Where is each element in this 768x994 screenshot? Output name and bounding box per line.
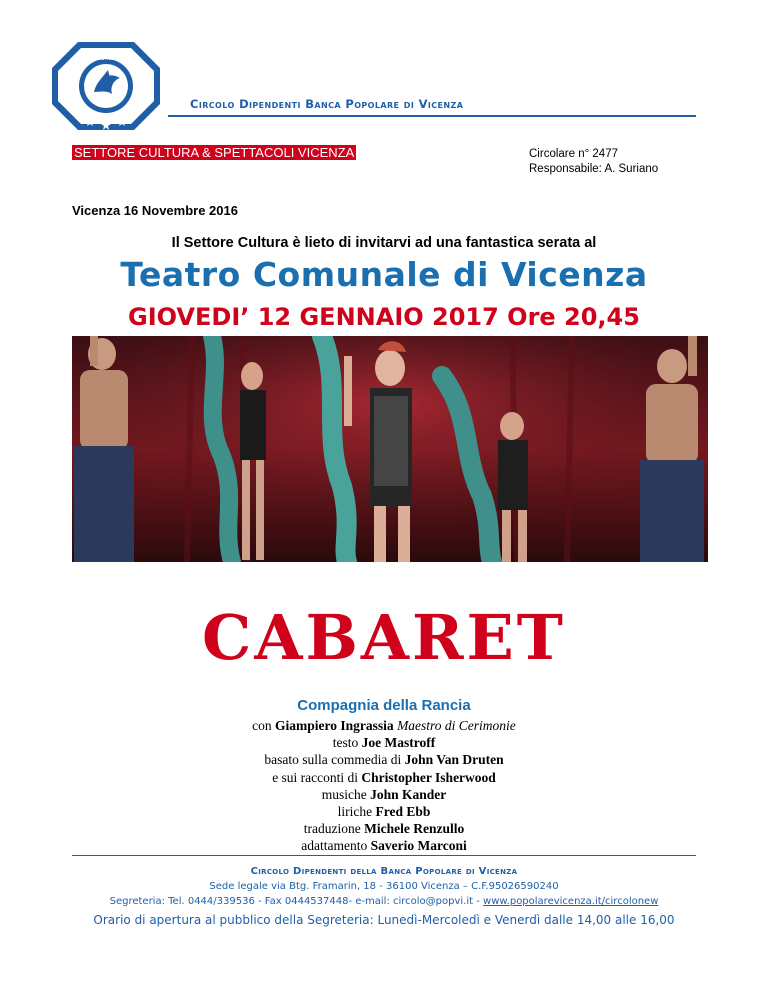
header-title: Circolo Dipendenti Banca Popolare di Vicenza bbox=[190, 97, 464, 111]
circular-info bbox=[529, 147, 658, 177]
circular-manager: Responsabile: A. Suriano bbox=[529, 163, 659, 175]
credit-line: liriche Fred Ebb bbox=[337, 804, 431, 820]
footer-hours: Orario di apertura al pubblico della Segreteria: Lunedì-Mercoledì e Venerdì dalle 14,00 alle 16,00 bbox=[93, 913, 675, 927]
show-title: CABARET bbox=[202, 601, 566, 674]
svg-text:Circolo: Circolo bbox=[61, 78, 76, 101]
invite-line: Il Settore Cultura è lieto di invitarvi ad una fantastica serata al bbox=[171, 235, 597, 251]
event-datetime: GIOVEDI’ 12 GENNAIO 2017 Ore 20,45 bbox=[128, 303, 640, 331]
theatre-name: Teatro Comunale di Vicenza bbox=[120, 255, 648, 294]
credit-line: basato sulla commedia di John Van Druten bbox=[264, 752, 504, 768]
svg-text:Banca: Banca bbox=[96, 55, 116, 62]
footer-divider bbox=[72, 855, 696, 856]
footer-address: Sede legale via Btg. Framarin, 18 - 36100 Vicenza – C.F.95026590240 bbox=[209, 881, 559, 892]
circular-number: Circolare n° 2477 bbox=[529, 148, 618, 160]
footer-contacts: Segreteria: Tel. 0444/339536 - Fax 0444537448- e-mail: circolo@popvi.it - www.popolarevicenza.it/circolonew bbox=[109, 896, 659, 907]
credit-line: con Giampiero Ingrassia Maestro di Cerimonie bbox=[252, 718, 516, 733]
credit-line: e sui racconti di Christopher Isherwood bbox=[272, 769, 496, 785]
company-name: Compagnia della Rancia bbox=[297, 697, 471, 714]
credits-list bbox=[0, 717, 768, 855]
credit-line: traduzione Michele Renzullo bbox=[303, 821, 465, 837]
website-link[interactable]: www.popolarevicenza.it/circolonew bbox=[483, 896, 659, 907]
credit-line: testo Joe Mastroff bbox=[332, 735, 436, 751]
credit-line: adattamento Saverio Marconi bbox=[301, 838, 467, 854]
credit-line: musiche John Kander bbox=[321, 786, 447, 802]
sector-label: SETTORE CULTURA & SPETTACOLI VICENZA bbox=[74, 145, 355, 160]
date-line: Vicenza 16 Novembre 2016 bbox=[72, 203, 238, 218]
show-photo bbox=[72, 336, 708, 562]
footer-org: Circolo Dipendenti della Banca Popolare di Vicenza bbox=[250, 866, 518, 877]
header-divider bbox=[168, 115, 696, 117]
club-logo bbox=[50, 40, 162, 132]
svg-text:Popolare: Popolare bbox=[135, 76, 152, 103]
